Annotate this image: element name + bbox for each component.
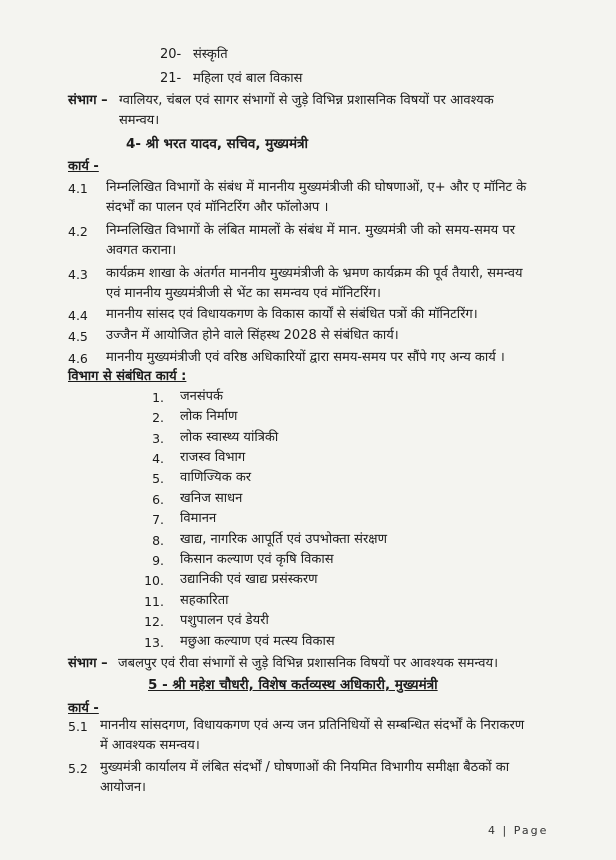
vibhag-num-10: 10. [144, 573, 164, 588]
vibhag-num-3: 3. [152, 431, 164, 446]
vibhag-item-9: किसान कल्याण एवं कृषि विकास [180, 552, 334, 567]
section4-karya-label: कार्य - [68, 159, 99, 174]
vibhag-item-6: खनिज साधन [180, 491, 243, 506]
item-4-2-line1: निम्नलिखित विभागों के लंबित मामलों के संबंध में मान. मुख्यमंत्री जी को समय-समय पर [106, 223, 516, 238]
page-footer [488, 824, 548, 837]
sambhag-text-line1: ग्वालियर, चंबल एवं सागर संभागों से जुड़े विभिन्न प्रशासनिक विषयों पर आवश्यक [119, 93, 494, 108]
item-4-3-line2: एवं माननीय मुख्यमंत्रीजी से भेंट का समन्वय एवं मॉनिटरिंग। [106, 286, 381, 301]
vibhag-num-8: 8. [152, 533, 164, 548]
vibhag-item-2: लोक निर्माण [180, 409, 238, 424]
sambhag2-text: जबलपुर एवं रीवा संभागों से जुड़े विभिन्न प्रशासनिक विषयों पर आवश्यक समन्वय। [118, 656, 498, 671]
vibhag-num-9: 9. [152, 553, 164, 568]
item-5-1-line2: में आवश्यक समन्वय। [100, 738, 200, 753]
vibhag-num-13: 13. [144, 635, 164, 650]
vibhag-num-4: 4. [152, 451, 164, 466]
vibhag-item-8: खाद्य, नागरिक आपूर्ति एवं उपभोक्ता संरक्षण [180, 532, 388, 547]
sambhag2-label: संभाग – [68, 656, 108, 671]
item-4-4-line1: माननीय सांसद एवं विधायकगण के विकास कार्यों से संबंधित पत्रों की मॉनिटरिंग। [106, 307, 478, 322]
item-num-4-5: 4.5 [68, 329, 88, 344]
item-num-4-3: 4.3 [68, 267, 88, 282]
top-list-item-21: महिला एवं बाल विकास [193, 71, 303, 86]
vibhag-item-11: सहकारिता [180, 593, 229, 608]
top-list-num-20: 20- [160, 47, 182, 62]
item-5-2-line2: आयोजन। [100, 780, 146, 795]
vibhag-num-6: 6. [152, 492, 164, 507]
item-4-1-line2: संदर्भों का पालन एवं मॉनिटरिंग और फॉलोअप । [106, 200, 329, 215]
vibhag-num-2: 2. [152, 410, 164, 425]
section5-heading: 5 - श्री महेश चौधरी, विशेष कर्तव्यस्थ अधिकारी, मुख्यमंत्री [148, 677, 438, 693]
vibhag-num-5: 5. [152, 471, 164, 486]
vibhag-item-3: लोक स्वास्थ्य यांत्रिकी [180, 430, 279, 445]
item-num-4-1: 4.1 [68, 181, 88, 196]
vibhag-item-4: राजस्व विभाग [180, 450, 246, 465]
vibhag-num-11: 11. [144, 594, 164, 609]
item-5-1-line1: माननीय सांसदगण, विधायकगण एवं अन्य जन प्रतिनिधियों से सम्बन्धित संदर्भों के निराकरण [100, 718, 525, 733]
top-list-num-21: 21- [160, 71, 182, 86]
vibhag-num-1: 1. [152, 390, 164, 405]
vibhag-num-12: 12. [144, 614, 164, 629]
vibhag-num-7: 7. [152, 512, 164, 527]
vibhag-item-5: वाणिज्यिक कर [180, 470, 252, 485]
section5-karya-label: कार्य - [68, 701, 99, 716]
item-num-4-2: 4.2 [68, 224, 88, 239]
sambhag-label: संभाग – [68, 93, 108, 108]
sambhag-text-line2: समन्वय। [119, 113, 160, 128]
item-4-2-line2: अवगत कराना। [106, 243, 177, 258]
vibhag-item-1: जनसंपर्क [180, 389, 224, 404]
item-num-4-6: 4.6 [68, 351, 88, 366]
item-num-4-4: 4.4 [68, 308, 88, 323]
item-4-1-line1: निम्नलिखित विभागों के संबंध में माननीय मुख्यमंत्रीजी की घोषणाओं, ए+ और ए मॉनिट के [106, 180, 527, 195]
item-4-6-line1: माननीय मुख्यमंत्रीजी एवं वरिष्ठ अधिकारियों द्वारा समय-समय पर सौंपे गए अन्य कार्य । [106, 350, 505, 365]
vibhag-item-7: विमानन [180, 511, 217, 526]
page-separator: | [502, 824, 509, 837]
vibhag-label: विभाग से संबंधित कार्य : [68, 369, 187, 384]
top-list-item-20: संस्कृति [193, 47, 228, 62]
item-4-3-line1: कार्यक्रम शाखा के अंतर्गत माननीय मुख्यमंत्रीजी के भ्रमण कार्यक्रम की पूर्व तैयारी, समन्वय [106, 266, 523, 281]
vibhag-item-12: पशुपालन एवं डेयरी [180, 613, 269, 628]
item-5-2-line1: मुख्यमंत्री कार्यालय में लंबित संदर्भों / घोषणाओं की नियमित विभागीय समीक्षा बैठकों का [100, 760, 510, 775]
page-word: Page [513, 824, 549, 837]
vibhag-item-10: उद्यानिकी एवं खाद्य प्रसंस्करण [180, 572, 318, 587]
section4-heading: 4- श्री भरत यादव, सचिव, मुख्यमंत्री [126, 136, 309, 152]
vibhag-item-13: मछुआ कल्याण एवं मत्स्य विकास [180, 634, 335, 649]
item-num-5-1: 5.1 [68, 719, 88, 734]
page-number: 4 [488, 824, 497, 837]
item-4-5-line1: उज्जैन में आयोजित होने वाले सिंहस्थ 2028 से संबंधित कार्य। [106, 328, 399, 343]
item-num-5-2: 5.2 [68, 761, 88, 776]
